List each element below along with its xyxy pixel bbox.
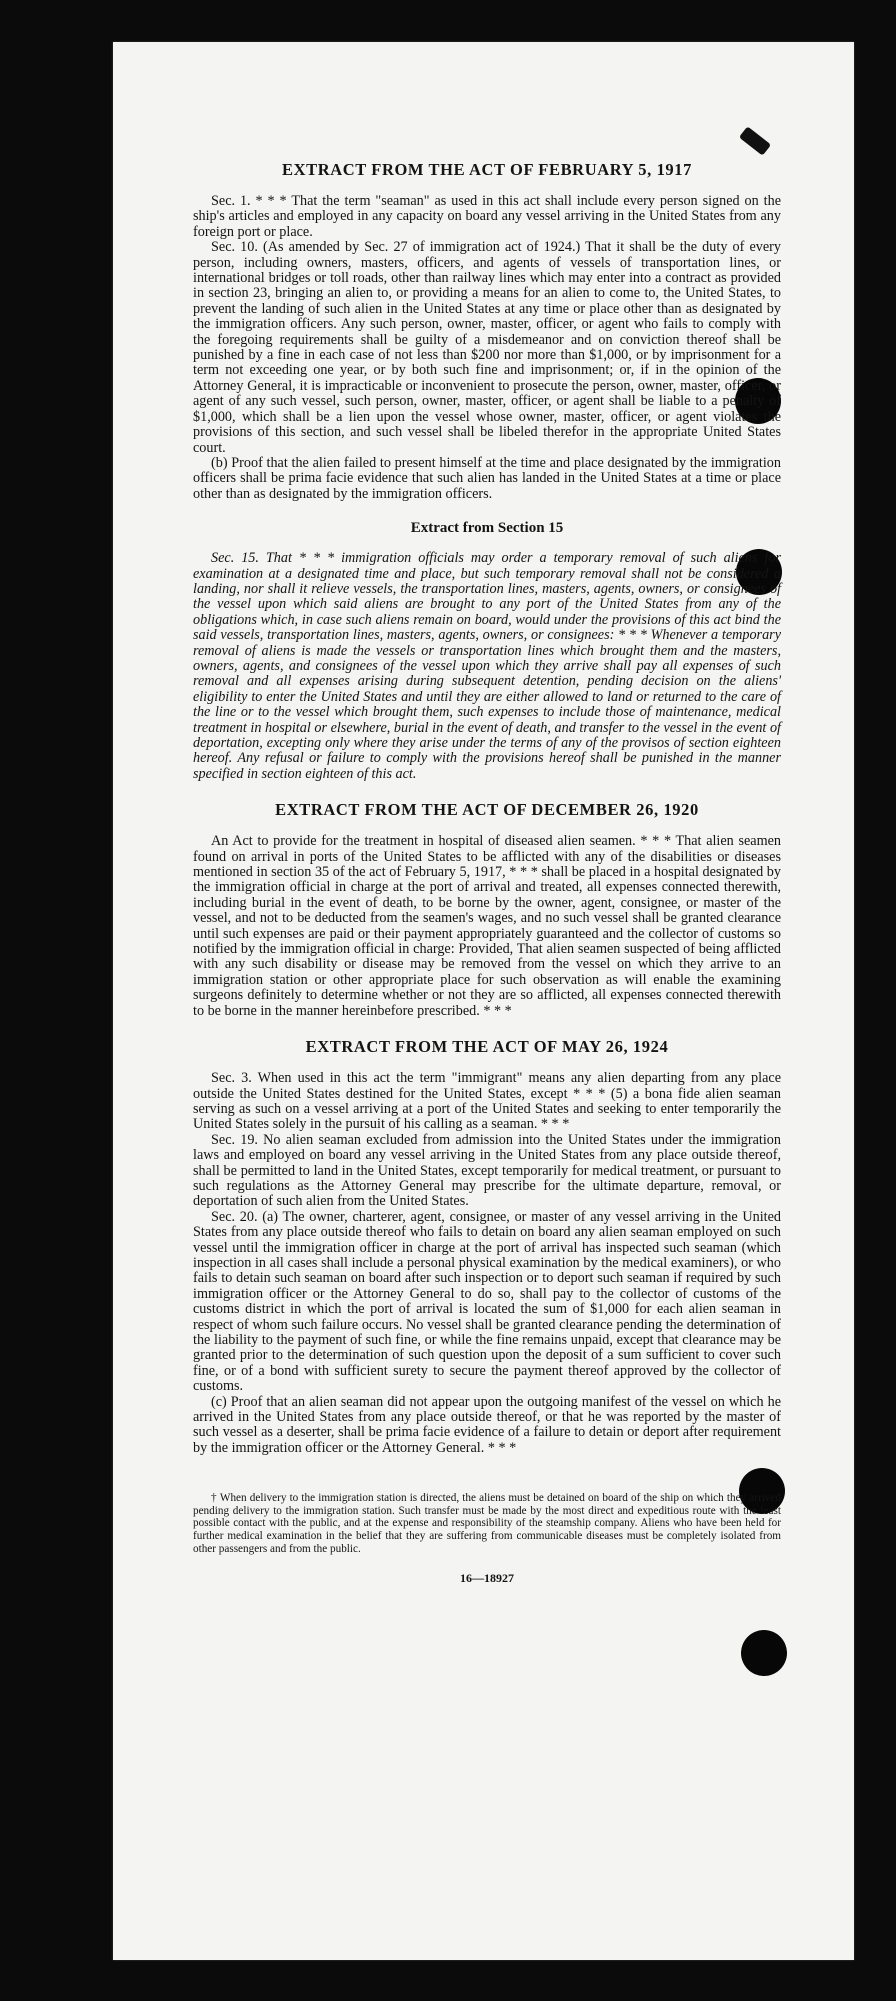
punch-hole-4 (741, 1630, 787, 1676)
act-1924-section (193, 1037, 781, 1456)
act-1917-heading: EXTRACT FROM THE ACT OF FEBRUARY 5, 1917 (282, 160, 692, 179)
act-1924-heading: EXTRACT FROM THE ACT OF MAY 26, 1924 (305, 1037, 669, 1057)
act-1917-sec10: Sec. 10. (As amended by Sec. 27 of immigration act of 1924.) That it shall be the duty of every person, including owners, masters, officers, and agents of vessels of transportation lines, or international bridges or toll roads, other than railway lines which may enter into a contract as provided in section 23, bringing an alien to, or providing a means for an alien to come to, the United States, to prevent the landing of such alien in the United States at any time or place other than as designated by the immigration officers. Any such person, owner, master, officer, or agent who fails to comply with the foregoing requirements shall be guilty of a misdemeanor and on conviction thereof shall be punished by a fine in each case of not less than $200 nor more than $1,000, or by imprisonment for a term not exceeding one year, or by both such fine and imprisonment; or, if in the opinion of the Attorney General, it is impracticable or inconvenient to prosecute the person, owner, master, officer, or agent of any such vessel, such person, owner, master, officer, or agent shall be liable to a penalty of $1,000, which shall be a lien upon the vessel whose owner, master, officer, or agent violates the provisions of this section, and such vessel shall be libeled therefor in the appropriate United States court. (193, 239, 781, 456)
footnote-marker: † (211, 1492, 217, 1505)
act-1924-sec20: Sec. 20. (a) The owner, charterer, agent, consignee, or master of any vessel arriving in the United States from any place outside thereof who fails to detain on board any alien seaman employed on such vessel until the immigration officer in charge at the port of arrival has inspected such seaman (which inspection in all cases shall include a personal physical examination by the medical examiners), or who fails to detain such seaman on board after such inspection or to deport such seaman if required by such immigration officer or the Attorney General to do so, shall pay to the collector of customs of the customs district in which the port of arrival is located the sum of $1,000 for each alien seaman in respect of whom such failure occurs. No vessel shall be granted clearance pending the determination of the liability to the payment of such fine, or while the fine remains unpaid, except that clearance may be granted prior to the determination of such question upon the deposit of a sum sufficient to cover such fine, or of a bond with sufficient surety to secure the payment thereof approved by the collector of customs. (193, 1208, 781, 1395)
section-15-text: Sec. 15. That * * * immigration officials may order a temporary removal of such aliens for examination at a designated time and place, but such temporary removal shall not be considered a landing, nor shall it relieve vessels, the transportation lines, masters, agents, owners, or consignees of the vessel upon which said aliens are brought to any port of the United States from any of the obligations which, in case such aliens remain on board, would under the provisions of this act bind the said vessels, transportation lines, masters, agents, owners, or consignees: * * * Whenever a temporary removal of aliens is made the vessels or transportation lines which brought them and the masters, owners, agents, and consignees of the vessel upon which they arrive shall pay all expenses of such removal and all expenses arising during subsequent detention, pending decision on the aliens' eligibility to enter the United States and until they are either allowed to land or returned to the care of the line or to the vessel which brought them, such expenses to include those of maintenance, medical treatment in hospital or elsewhere, burial in the event of death, and transfer to the vessel in the event of deportation, excepting only where they arise under the terms of any of the provisos of section eighteen hereof. Any refusal or failure to comply with the provisions hereof shall be punished in the manner specified in section eighteen of this act. (193, 550, 781, 782)
document-body (193, 160, 781, 1586)
act-1920-heading: EXTRACT FROM THE ACT OF DECEMBER 26, 1920 (275, 800, 699, 820)
act-1920-section (193, 800, 781, 1019)
act-1924-sec3: Sec. 3. When used in this act the term "immigrant" means any alien departing from any place outside the United States destined for the United States, except * * * (5) a bona fide alien seaman serving as such on a vessel arriving at a port of the United States and seeking to enter temporarily the United States solely in the pursuit of his calling as a seaman. * * * (193, 1070, 781, 1133)
document-page (113, 42, 854, 1960)
footnote-body (193, 1492, 781, 1555)
footnote-text: When delivery to the immigration station is directed, the aliens must be detained on board of the ship on which they arrived pending delivery to the immigration station. Such transfer must be made by the most direct and expeditious route with the least possible contact with the public, and at the expense and responsibility of the steamship company. Aliens who have been held for further medical examination in the belief that they are suffering from communicable diseases must be completely isolated from other passengers and from the public. (193, 1492, 781, 1555)
act-1917-section (193, 160, 781, 502)
act-1920-text: An Act to provide for the treatment in hospital of diseased alien seamen. * * * That alien seamen found on arrival in ports of the United States to be afflicted with any of the disabilities or diseases mentioned in section 35 of the act of February 5, 1917, * * * shall be placed in a hospital designated by the immigration official in charge at the port of arrival and treated, all expenses connected therewith, including burial in the event of death, to be borne by the owner, agent, consignee, or master of the vessel, and not to be deducted from the seamen's wages, and no such vessel shall be granted clearance until such expenses are paid or their payment appropriately guaranteed and the collector of customs so notified by the immigration official in charge: Provided, That alien seamen suspected of being afflicted with any such disability or disease may be removed from the vessel on which they arrive to an immigration station or other appropriate place for such observation as will enable the examining surgeons definitely to determine whether or not they are so afflicted, all expenses connected therewith to be borne in the manner hereinbefore prescribed. * * * (193, 833, 781, 1019)
act-1924-sec19: Sec. 19. No alien seaman excluded from admission into the United States under the immigration laws and employed on board any vessel arriving in the United States from any place outside thereof, shall be permitted to land in the United States, except temporarily for medical treatment, or pursuant to such regulations as the Attorney General may prescribe for the ultimate departure, removal, or deportation of such alien from the United States. (193, 1131, 781, 1210)
section-15-heading: Extract from Section 15 (410, 520, 564, 537)
act-1917-sec1: Sec. 1. * * * That the term "seaman" as used in this act shall include every person signed on the ship's articles and employed in any capacity on board any vessel arriving in the United States from any foreign port or place. (193, 193, 781, 240)
footnote (193, 1492, 781, 1555)
section-15-extract (193, 520, 781, 782)
page-number: 16—18927 (460, 1571, 514, 1586)
scan-mark (739, 126, 771, 156)
act-1917-proof: (b) Proof that the alien failed to present himself at the time and place designated by the immigration officers shall be prima facie evidence that such alien has landed in the United States at a time or place other than as designated by the immigration officers. (193, 454, 781, 502)
act-1924-proof: (c) Proof that an alien seaman did not appear upon the outgoing manifest of the vessel on which he arrived in the United States from any place outside thereof, or that he was reported by the master of such vessel as a deserter, shall be prima facie evidence of a failure to detain or deport after requirement by the immigration officer or the Attorney General. * * * (193, 1393, 781, 1456)
